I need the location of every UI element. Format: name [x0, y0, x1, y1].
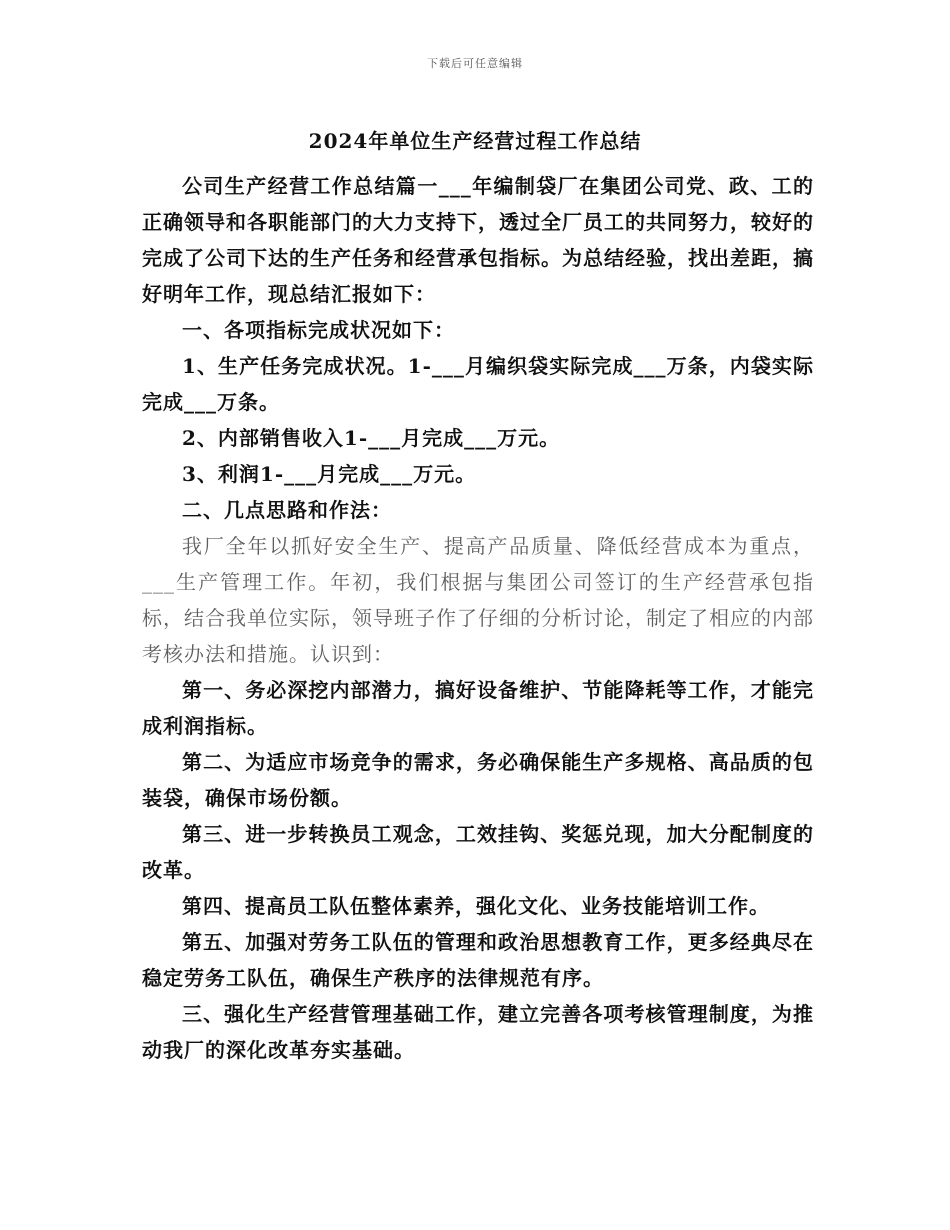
heading-section-1: 一、各项指标完成状况如下： — [182, 318, 455, 342]
paragraph-item-1: 1、生产任务完成状况。1-___月编织袋实际完成___万条，内袋实际完成___万条。 — [142, 354, 814, 414]
paragraph-item-3: 3、利润1-___月完成___万元。 — [182, 462, 477, 486]
heading-section-3: 三、强化生产经营管理基础工作，建立完善各项考核管理制度，为推动我厂的深化改革夯实基础。 — [142, 1002, 814, 1062]
paragraph-intro: 公司生产经营工作总结篇一___年编制袋厂在集团公司党、政、工的正确领导和各职能部门的大力支持下，透过全厂员工的共同努力，较好的完成了公司下达的生产任务和经营承包指标。为总结经验，找出差距，搞好明年工作，现总结汇报如下： — [142, 174, 814, 306]
paragraph-point-4: 第四、提高员工队伍整体素养，强化文化、业务技能培训工作。 — [182, 894, 770, 918]
paragraph-point-5: 第五、加强对劳务工队伍的管理和政治思想教育工作，更多经典尽在稳定劳务工队伍，确保生产秩序的法律规范有序。 — [142, 930, 814, 990]
paragraph-approach: 我厂全年以抓好安全生产、提高产品质量、降低经营成本为重点，___生产管理工作。年初，我们根据与集团公司签订的生产经营承包指标，结合我单位实际，领导班子作了仔细的分析讨论，制定了相应的内部考核办法和措施。认识到： — [142, 534, 814, 666]
paragraph-point-3: 第三、进一步转换员工观念，工效挂钩、奖惩兑现，加大分配制度的改革。 — [142, 822, 814, 882]
paragraph-item-2: 2、内部销售收入1-___月完成___万元。 — [182, 426, 561, 450]
paragraph-point-2: 第二、为适应市场竞争的需求，务必确保能生产多规格、高品质的包装袋，确保市场份额。 — [142, 750, 814, 810]
header-note: 下载后可任意编辑 — [427, 57, 523, 70]
heading-section-2: 二、几点思路和作法： — [182, 498, 392, 522]
paragraph-point-1: 第一、务必深挖内部潜力，搞好设备维护、节能降耗等工作，才能完成利润指标。 — [142, 678, 814, 738]
document-title: 2024年单位生产经营过程工作总结 — [308, 129, 642, 153]
document-body — [142, 168, 814, 1068]
